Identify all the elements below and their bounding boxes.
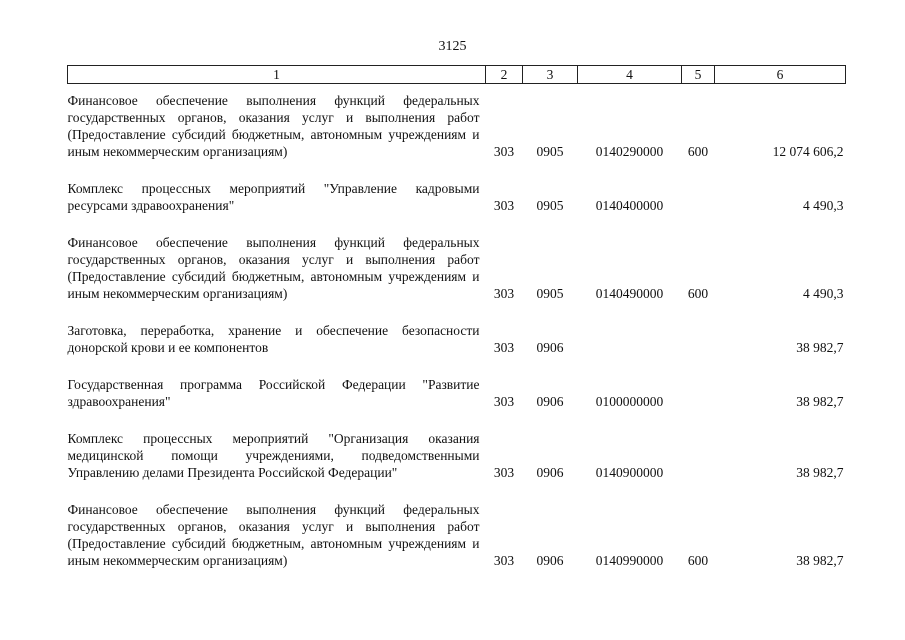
- row-expense-type: 600: [687, 144, 709, 159]
- row-target: [578, 302, 682, 356]
- row-ministry: 303: [493, 394, 515, 409]
- row-section: 0906: [536, 553, 564, 568]
- table-row: [68, 160, 846, 214]
- row-expense-type: 600: [687, 553, 709, 568]
- row-name: Финансовое обеспечение выполнения функций федеральных государственных органов, оказания услуг и выполнения работ (Предоставление субсидий бюджетным, автономным учреждениям и иным некоммерческим организациям): [67, 502, 480, 568]
- row-amount: 38 982,7: [796, 340, 844, 355]
- row-amount: 38 982,7: [796, 394, 844, 409]
- table-row: [68, 302, 846, 356]
- row-name: Государственная программа Российской Федерации "Развитие здравоохранения": [67, 377, 480, 409]
- row-name: Заготовка, переработка, хранение и обеспечение безопасности донорской крови и ее компонентов: [67, 323, 480, 355]
- row-section: 0905: [536, 198, 564, 213]
- row-target: 0140900000: [595, 465, 664, 480]
- row-amount: 4 490,3: [803, 286, 844, 301]
- header-col-1: 1: [68, 66, 486, 84]
- table-row: [68, 410, 846, 481]
- row-name: Комплекс процессных мероприятий "Управление кадровыми ресурсами здравоохранения": [67, 181, 480, 213]
- table-row: [68, 481, 846, 569]
- row-expense-type: [682, 356, 715, 410]
- budget-table: [67, 65, 846, 569]
- row-target: 0140400000: [595, 198, 664, 213]
- row-section: 0905: [536, 144, 564, 159]
- header-col-3: 3: [523, 66, 578, 84]
- row-amount: 12 074 606,2: [772, 144, 844, 159]
- row-target: 0140490000: [595, 286, 664, 301]
- page-number: 3125: [438, 39, 467, 54]
- row-expense-type: [682, 410, 715, 481]
- row-expense-type: [682, 160, 715, 214]
- row-target: 0140990000: [595, 553, 664, 568]
- row-ministry: 303: [493, 340, 515, 355]
- table-header: [68, 66, 846, 84]
- row-amount: 4 490,3: [803, 198, 844, 213]
- table-body: [68, 84, 846, 570]
- table-row: [68, 84, 846, 161]
- row-ministry: 303: [493, 553, 515, 568]
- row-name: Финансовое обеспечение выполнения функций федеральных государственных органов, оказания услуг и выполнения работ (Предоставление субсидий бюджетным, автономным учреждениям и иным некоммерческим организациям): [67, 93, 480, 159]
- row-name: Финансовое обеспечение выполнения функций федеральных государственных органов, оказания услуг и выполнения работ (Предоставление субсидий бюджетным, автономным учреждениям и иным некоммерческим организациям): [67, 235, 480, 301]
- row-section: 0905: [536, 286, 564, 301]
- row-amount: 38 982,7: [796, 465, 844, 480]
- header-col-4: 4: [578, 66, 682, 84]
- row-ministry: 303: [493, 144, 515, 159]
- row-expense-type: 600: [687, 286, 709, 301]
- row-section: 0906: [536, 465, 564, 480]
- row-section: 0906: [536, 340, 564, 355]
- header-row: [68, 66, 846, 84]
- table-row: [68, 356, 846, 410]
- row-section: 0906: [536, 394, 564, 409]
- header-col-6: 6: [715, 66, 846, 84]
- row-ministry: 303: [493, 198, 515, 213]
- row-target: 0100000000: [595, 394, 664, 409]
- row-expense-type: [682, 302, 715, 356]
- row-target: 0140290000: [595, 144, 664, 159]
- header-col-2: 2: [486, 66, 523, 84]
- row-ministry: 303: [493, 286, 515, 301]
- header-col-5: 5: [682, 66, 715, 84]
- table-row: [68, 214, 846, 302]
- row-ministry: 303: [493, 465, 515, 480]
- row-amount: 38 982,7: [796, 553, 844, 568]
- row-name: Комплекс процессных мероприятий "Организация оказания медицинской помощи учреждениями, подведомственными Управлению делами Президента Российской Федерации": [67, 431, 480, 480]
